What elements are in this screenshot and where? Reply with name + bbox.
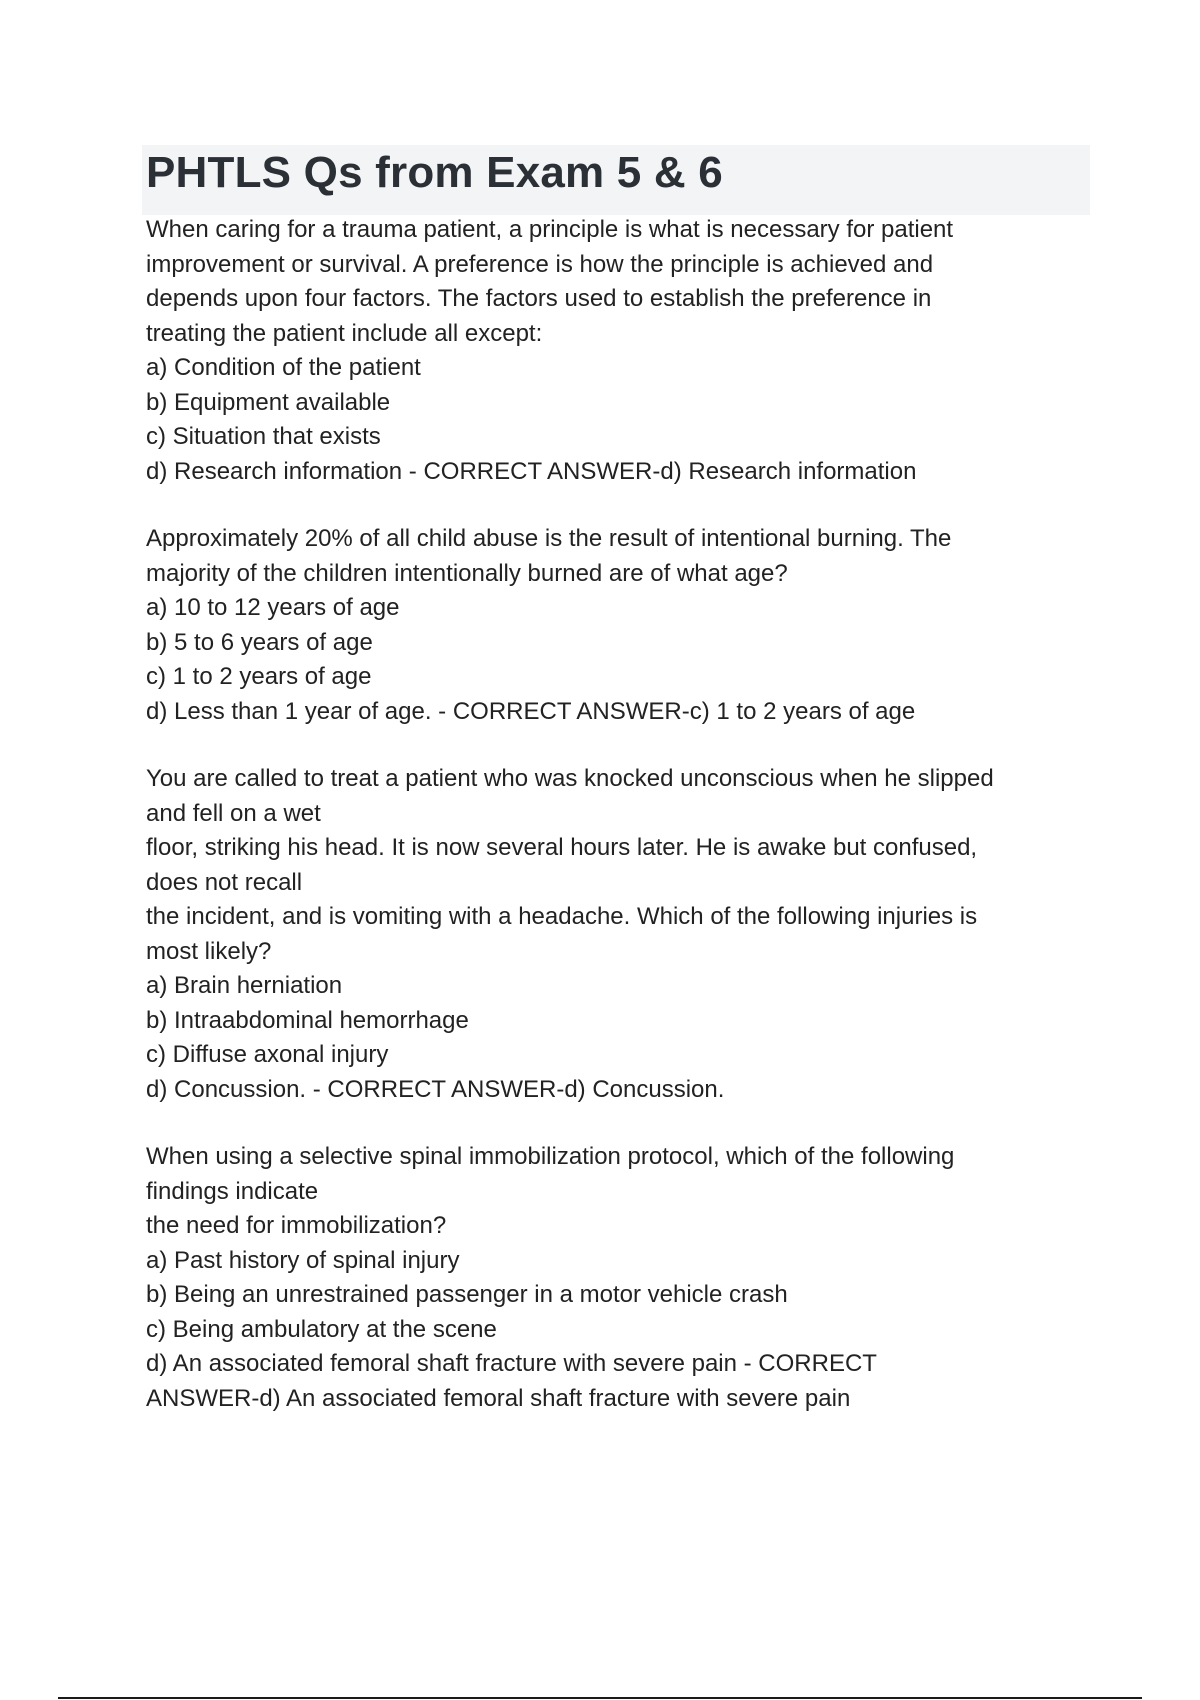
question-block-2 (146, 522, 1086, 729)
question-3-line-5: the incident, and is vomiting with a headache. Which of the following injuries is (146, 903, 978, 930)
question-4-line-3: the need for immobilization? (146, 1212, 447, 1239)
question-2-line-2: majority of the children intentionally burned are of what age? (146, 559, 788, 587)
question-block-1 (146, 213, 1086, 489)
question-1-line-1: When caring for a trauma patient, a principle is what is necessary for patient (146, 216, 954, 243)
question-3-option-b: b) Intraabdominal hemorrhage (146, 1006, 469, 1034)
question-1-line-3: depends upon four factors. The factors used to establish the preference in (146, 285, 932, 312)
question-3-option-a: a) Brain herniation (146, 972, 343, 999)
question-block-3 (146, 762, 1086, 1107)
question-2-option-c: c) 1 to 2 years of age (146, 663, 372, 690)
question-2-line-1: Approximately 20% of all child abuse is the result of intentional burning. The (146, 525, 952, 552)
footer-divider (58, 1697, 1142, 1699)
question-2-option-d-answer: d) Less than 1 year of age. - CORRECT ANSWER-c) 1 to 2 years of age (146, 697, 916, 725)
question-1-option-a: a) Condition of the patient (146, 354, 421, 381)
question-4-option-c: c) Being ambulatory at the scene (146, 1315, 497, 1343)
question-1-option-b: b) Equipment available (146, 388, 391, 416)
question-4-answer-continued: ANSWER-d) An associated femoral shaft fracture with severe pain (146, 1384, 851, 1412)
question-1-option-d-answer: d) Research information - CORRECT ANSWER-d) Research information (146, 457, 917, 485)
question-4-option-d-answer: d) An associated femoral shaft fracture with severe pain - CORRECT (146, 1350, 877, 1377)
question-block-4 (146, 1140, 1086, 1416)
question-3-line-1: You are called to treat a patient who was knocked unconscious when he slipped (146, 765, 994, 792)
question-1-option-c: c) Situation that exists (146, 423, 381, 450)
question-1-line-4: treating the patient include all except: (146, 319, 543, 347)
question-4-option-a: a) Past history of spinal injury (146, 1246, 460, 1274)
page-title: PHTLS Qs from Exam 5 & 6 (146, 148, 723, 197)
question-3-line-2: and fell on a wet (146, 799, 321, 827)
question-4-line-1: When using a selective spinal immobilization protocol, which of the following (146, 1143, 955, 1170)
question-4-line-2: findings indicate (146, 1177, 319, 1205)
question-3-option-d-answer: d) Concussion. - CORRECT ANSWER-d) Concussion. (146, 1075, 725, 1103)
question-2-option-b: b) 5 to 6 years of age (146, 628, 373, 656)
question-3-line-6: most likely? (146, 937, 272, 965)
question-4-option-b: b) Being an unrestrained passenger in a motor vehicle crash (146, 1281, 788, 1308)
question-1-line-2: improvement or survival. A preference is how the principle is achieved and (146, 250, 934, 278)
question-3-line-3: floor, striking his head. It is now several hours later. He is awake but confused, (146, 834, 978, 861)
questions-container (146, 213, 1086, 1449)
question-3-option-c: c) Diffuse axonal injury (146, 1041, 389, 1068)
question-3-line-4: does not recall (146, 868, 303, 896)
question-2-option-a: a) 10 to 12 years of age (146, 594, 400, 621)
